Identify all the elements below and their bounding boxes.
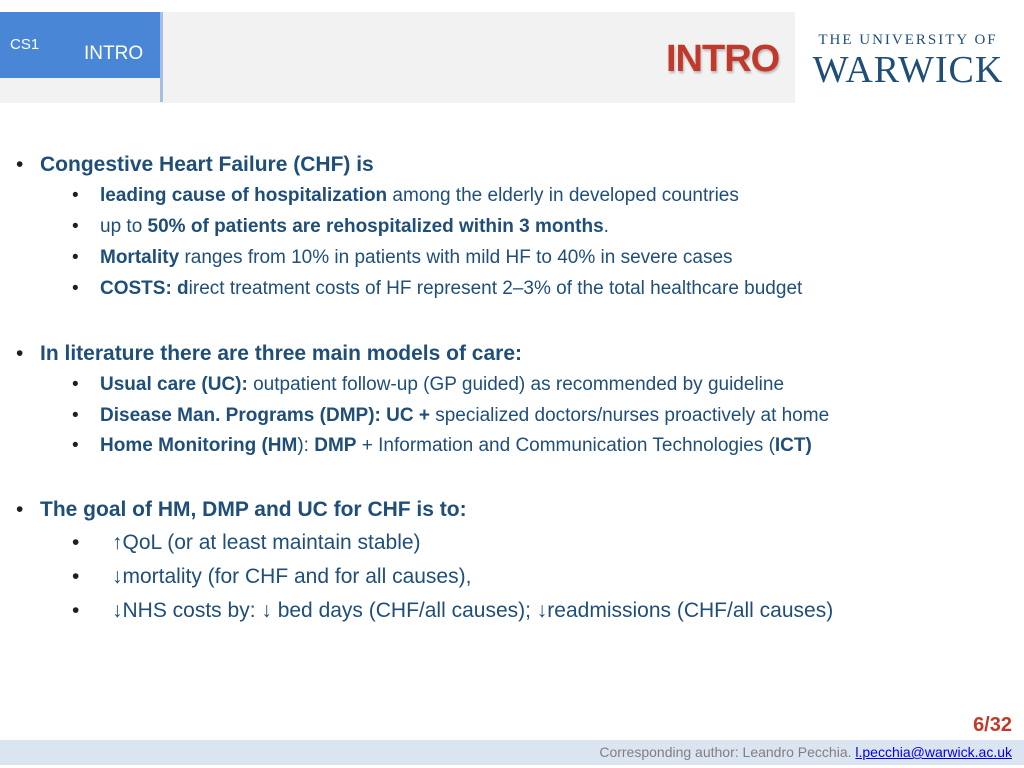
bullet-icon: • bbox=[72, 531, 80, 554]
tab-label: INTRO bbox=[84, 43, 144, 64]
bullet-icon: • bbox=[72, 405, 79, 426]
bullet-icon: • bbox=[72, 599, 80, 622]
page-number: 6/32 bbox=[973, 714, 1012, 736]
bullet-icon: • bbox=[16, 498, 24, 521]
author-email-link[interactable]: l.pecchia@warwick.ac.uk bbox=[855, 744, 1012, 760]
university-logo-line2: WARWICK bbox=[812, 49, 1004, 91]
bullet-icon: • bbox=[72, 565, 80, 588]
author-text: Corresponding author: Leandro Pecchia. bbox=[599, 744, 856, 760]
page-title: INTRO bbox=[666, 38, 780, 80]
bullet-icon: • bbox=[72, 278, 79, 299]
slide-content: • Congestive Heart Failure (CHF) is • leading cause of hospitalization among the elderly in developed countries • up to 50% of patients are rehospitalized within 3 months. • Mortality ranges from 10% in patients with mild HF to 40% in severe cases • COSTS: direct treatment costs of HF represent 2–3% of the total healthcare budget • In literature there are three main models of care: • Usual care (UC): outpatient follow-up (GP guided) as recommended by guideline • Disease Man. Programs (DMP): UC + specialized doctors/nurses proactively at home • Home Monitoring (HM): DMP + Information and Communication Technologies (ICT) • The goal of HM, DMP and UC for CHF is to: • ↑QoL (or at least maintain stable) • ↓mortality (for CHF and for all causes), • ↓NHS costs by: ↓ bed days (CHF/all causes); ↓readmissions (CHF/all causes) bbox=[16, 153, 834, 622]
bullet-icon: • bbox=[72, 374, 79, 395]
bullet-icon: • bbox=[72, 216, 79, 237]
bullet-icon: • bbox=[16, 342, 24, 365]
bullet-icon: • bbox=[72, 247, 79, 268]
footer-credit bbox=[599, 744, 1012, 760]
bullet-icon: • bbox=[72, 435, 79, 456]
bullet-icon: • bbox=[72, 185, 79, 206]
university-logo-line1: THE UNIVERSITY OF bbox=[818, 32, 998, 48]
tab-code: CS1 bbox=[10, 36, 40, 53]
bullet-icon: • bbox=[16, 153, 24, 176]
